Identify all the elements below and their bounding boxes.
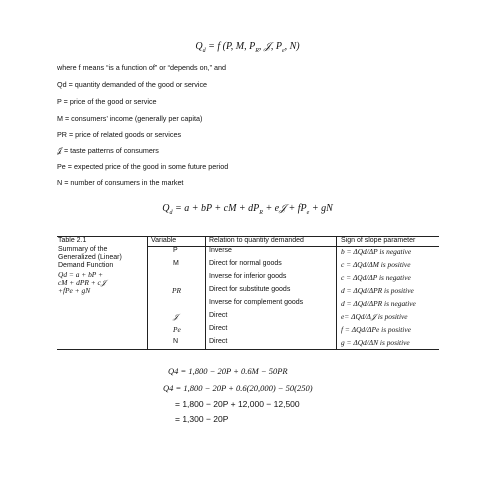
row-variable: PR (172, 286, 182, 295)
row-sign: c = ΔQd/ΔM is positive (341, 260, 411, 269)
calc-line-1: Q4 = 1,800 − 20P + 0.6M − 50PR (168, 366, 288, 376)
definition-n: N = number of consumers in the market (57, 178, 184, 187)
where-line: where f means “is a function of” or “depends on,” and (57, 63, 226, 72)
table-caption-line: Summary of the (58, 246, 108, 253)
table-caption-line: cM + dPR + c𝒥 (58, 278, 106, 287)
definition-qd: Qd = quantity demanded of the good or service (57, 80, 208, 89)
row-relation: Inverse (209, 247, 232, 254)
row-relation: Direct for normal goods (209, 260, 282, 267)
table-divider (147, 236, 148, 349)
table-bottom-rule (57, 349, 439, 350)
row-sign: b = ΔQd/ΔP is negative (341, 247, 412, 256)
calc-line-4: = 1,300 − 20P (175, 414, 229, 424)
row-sign: d = ΔQd/ΔPR is positive (341, 286, 414, 295)
row-sign: d = ΔQd/ΔPR is negative (341, 299, 416, 308)
definition-pe: Pe = expected price of the good in some future period (57, 162, 229, 171)
row-variable: N (173, 338, 179, 345)
row-sign: g = ΔQd/ΔN is positive (341, 338, 410, 347)
row-relation: Direct for substitute goods (209, 286, 291, 293)
row-relation: Direct (209, 338, 228, 345)
row-variable: Pe (173, 325, 181, 334)
table-caption-line: Qd = a + bP + (58, 270, 104, 279)
table-divider (205, 236, 206, 349)
definition-p: P = price of the good or service (57, 97, 157, 106)
linear-demand-equation: $Q_d = a$ + bP + cM + $dP_R$ + e𝒥 + $fP_e$ + gN (162, 203, 333, 216)
header-sign: Sign of slope parameter (341, 237, 416, 244)
table-caption-line: Table 2.1 (58, 237, 87, 244)
main-equation: $Q_d = f$ (P, M, $P_R$, 𝒥, $P_e$, N) (195, 41, 300, 54)
table-caption-line: Demand Function (58, 262, 114, 269)
row-sign: e= ΔQd/Δ𝒥 is positive (341, 312, 408, 321)
table-divider (336, 236, 337, 349)
row-relation: Direct (209, 325, 228, 332)
definition-pr: PR = price of related goods or services (57, 130, 182, 139)
table-caption-line: +fPe + gN (58, 286, 91, 295)
row-relation: Inverse for inferior goods (209, 273, 287, 280)
row-variable: M (173, 260, 179, 267)
row-relation: Inverse for complement goods (209, 299, 304, 306)
row-sign: c = ΔQd/ΔP is negative (341, 273, 411, 282)
row-sign: f = ΔQd/ΔPe is positive (341, 325, 411, 334)
calc-line-3: = 1,800 − 20P + 12,000 − 12,500 (175, 399, 300, 409)
table-caption-line: Generalized (Linear) (58, 254, 122, 261)
definition-m: M = consumers’ income (generally per capita) (57, 114, 203, 123)
calc-line-2: Q4 = 1,800 − 20P + 0.6(20,000) − 50(250) (163, 383, 313, 393)
header-relation: Relation to quantity demanded (209, 237, 304, 244)
definition-taste: 𝒥 = taste patterns of consumers (57, 146, 159, 155)
row-variable: P (173, 247, 178, 254)
row-relation: Direct (209, 312, 228, 319)
header-variable: Variable (151, 237, 177, 244)
row-variable: 𝒥 (173, 312, 179, 321)
